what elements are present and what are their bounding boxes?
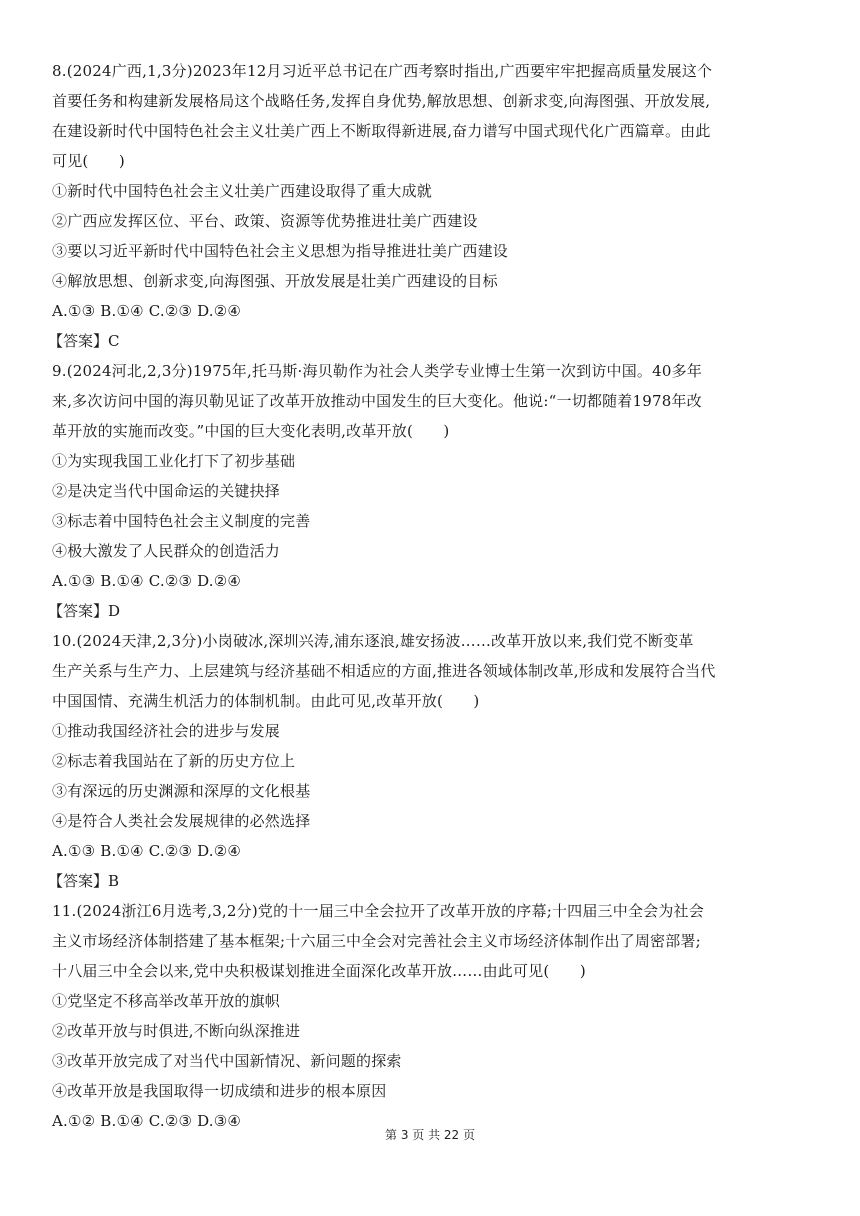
stem-line: 革开放的实施而改变。”中国的巨大变化表明,改革开放( ) (52, 422, 450, 440)
option-4: ④改革开放是我国取得一切成绩和进步的根本原因 (52, 1082, 387, 1100)
question-stem (52, 56, 812, 176)
option-2: ②标志着我国站在了新的历史方位上 (52, 752, 296, 770)
option-3: ③改革开放完成了对当代中国新情况、新问题的探索 (52, 1052, 402, 1070)
stem-line: 十八届三中全会以来,党中央积极谋划推进全面深化改革开放……由此可见( ) (52, 962, 586, 980)
option-2: ②是决定当代中国命运的关键抉择 (52, 482, 281, 500)
question-9 (48, 356, 812, 626)
stem-line: 11.(2024浙江6月选考,3,2分)党的十一届三中全会拉开了改革开放的序幕;十四届三中全会为社会 (52, 902, 704, 920)
stem-line: 主义市场经济体制搭建了基本框架;十六届三中全会对完善社会主义市场经济体制作出了周密部署; (52, 932, 701, 950)
stem-line: 8.(2024广西,1,3分)2023年12月习近平总书记在广西考察时指出,广西要牢牢把握高质量发展这个 (52, 62, 713, 80)
stem-line: 可见( ) (52, 152, 125, 170)
answer-choices: A.①③ B.①④ C.②③ D.②④ (52, 842, 242, 860)
option-3: ③有深远的历史渊源和深厚的文化根基 (52, 782, 311, 800)
option-3: ③标志着中国特色社会主义制度的完善 (52, 512, 311, 530)
question-stem (52, 626, 812, 716)
question-11 (52, 896, 812, 1136)
question-8 (48, 56, 812, 356)
page-number-footer: 第 3 页 共 22 页 (385, 1128, 475, 1142)
answer-choices: A.①② B.①④ C.②③ D.③④ (52, 1112, 242, 1130)
stem-line: 生产关系与生产力、上层建筑与经济基础不相适应的方面,推进各领域体制改革,形成和发展符合当代 (52, 662, 716, 680)
option-1: ①为实现我国工业化打下了初步基础 (52, 452, 296, 470)
option-4: ④解放思想、创新求变,向海图强、开放发展是壮美广西建设的目标 (52, 272, 498, 290)
answer-key: 【答案】D (48, 602, 121, 620)
option-2: ②改革开放与时俱进,不断向纵深推进 (52, 1022, 301, 1040)
option-1: ①新时代中国特色社会主义壮美广西建设取得了重大成就 (52, 182, 433, 200)
question-10 (48, 626, 812, 896)
option-2: ②广西应发挥区位、平台、政策、资源等优势推进壮美广西建设 (52, 212, 478, 230)
question-stem (52, 356, 812, 446)
option-4: ④极大激发了人民群众的创造活力 (52, 542, 281, 560)
stem-line: 首要任务和构建新发展格局这个战略任务,发挥自身优势,解放思想、创新求变,向海图强、开放发展, (52, 92, 711, 110)
answer-key: 【答案】C (48, 332, 120, 350)
stem-line: 中国国情、充满生机活力的体制机制。由此可见,改革开放( ) (52, 692, 480, 710)
question-stem (52, 896, 812, 986)
stem-line: 10.(2024天津,2,3分)小岗破冰,深圳兴涛,浦东逐浪,雄安扬波……改革开放以来,我们党不断变革 (52, 632, 694, 650)
option-3: ③要以习近平新时代中国特色社会主义思想为指导推进壮美广西建设 (52, 242, 509, 260)
answer-choices: A.①③ B.①④ C.②③ D.②④ (52, 572, 242, 590)
option-1: ①推动我国经济社会的进步与发展 (52, 722, 281, 740)
stem-line: 来,多次访问中国的海贝勒见证了改革开放推动中国发生的巨大变化。他说:“一切都随着1978年改 (52, 392, 702, 410)
stem-line: 9.(2024河北,2,3分)1975年,托马斯·海贝勒作为社会人类学专业博士生第一次到访中国。40多年 (52, 362, 703, 380)
option-1: ①党坚定不移高举改革开放的旗帜 (52, 992, 281, 1010)
answer-choices: A.①③ B.①④ C.②③ D.②④ (52, 302, 242, 320)
document-content (48, 56, 812, 1136)
option-4: ④是符合人类社会发展规律的必然选择 (52, 812, 311, 830)
answer-key: 【答案】B (48, 872, 120, 890)
stem-line: 在建设新时代中国特色社会主义壮美广西上不断取得新进展,奋力谱写中国式现代化广西篇章。由此 (52, 122, 711, 140)
